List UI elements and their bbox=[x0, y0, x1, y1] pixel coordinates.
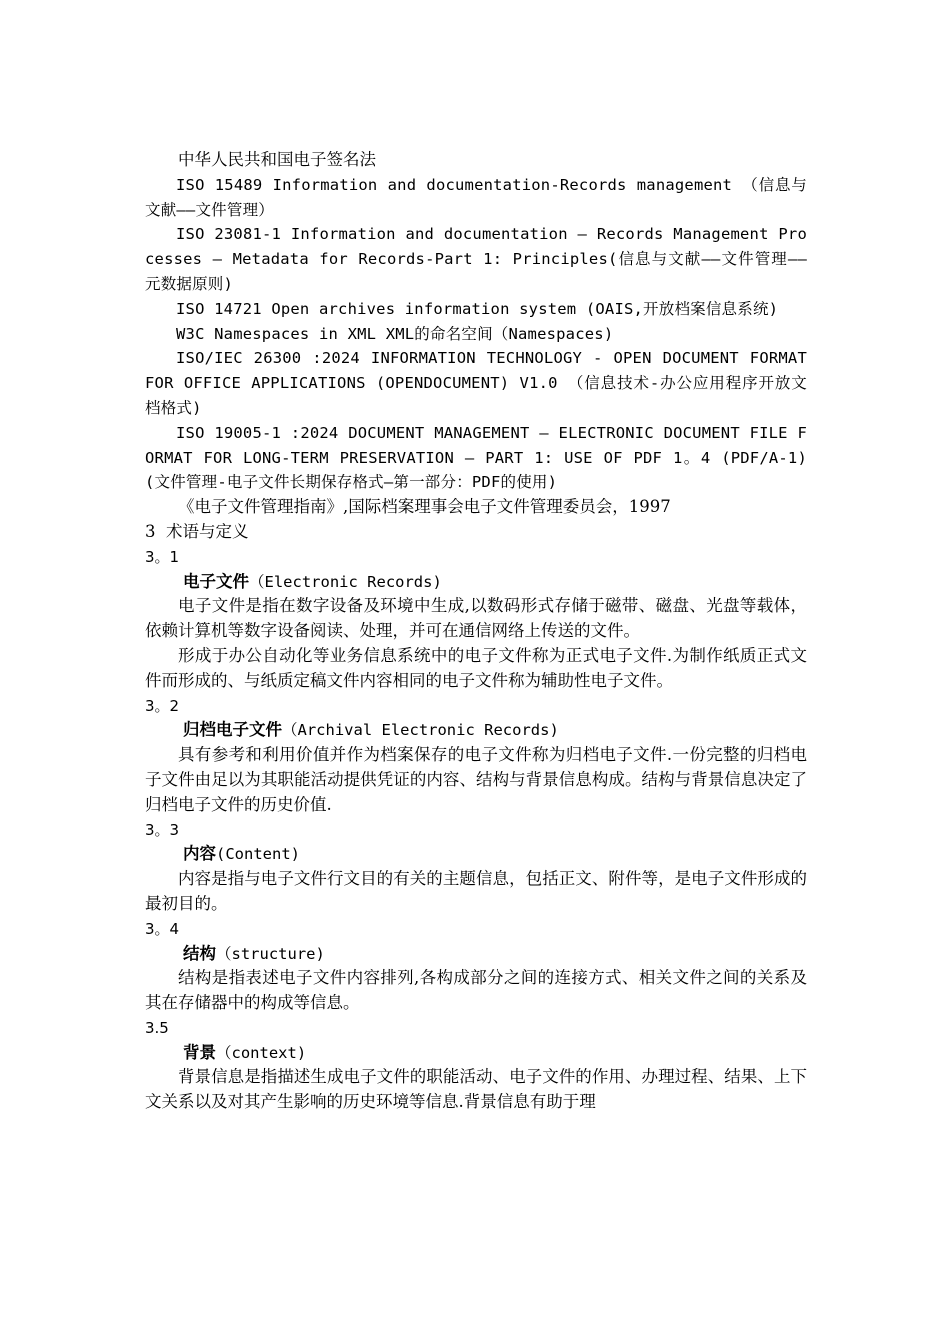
term-heading bbox=[145, 1041, 807, 1066]
term-heading bbox=[145, 842, 807, 867]
term-name: 归档电子文件 bbox=[183, 720, 282, 740]
term-name: 背景 bbox=[183, 1042, 216, 1062]
term-heading bbox=[145, 718, 807, 743]
definition-paragraph: 结构是指表述电子文件内容排列,各构成部分之间的连接方式、相关文件之间的关系及其在存储器中的构成等信息。 bbox=[145, 968, 807, 1013]
section-number: 3 bbox=[145, 521, 156, 541]
reference-item: ISO 15489 Information and documentation-Records management （信息与文献——文件管理） bbox=[145, 175, 807, 219]
section-heading bbox=[145, 520, 807, 545]
term-name: 内容 bbox=[183, 844, 216, 864]
term-english: （Electronic Records) bbox=[249, 572, 442, 591]
term-english: （Archival Electronic Records) bbox=[282, 721, 559, 740]
term-heading bbox=[145, 942, 807, 967]
clause-number: 3。4 bbox=[145, 919, 180, 938]
reference-item: 中华人民共和国电子签名法 bbox=[178, 150, 376, 169]
term-name: 结构 bbox=[183, 943, 216, 963]
definition-paragraph: 内容是指与电子文件行文目的有关的主题信息，包括正文、附件等，是电子文件形成的最初目的。 bbox=[145, 869, 807, 913]
clause-number: 3.5 bbox=[145, 1018, 169, 1037]
term-english: （context) bbox=[216, 1043, 307, 1062]
clause-number: 3。3 bbox=[145, 820, 180, 839]
term-heading bbox=[145, 570, 807, 595]
document-body bbox=[145, 148, 807, 1115]
section-title: 术语与定义 bbox=[166, 521, 249, 541]
definition-paragraph: 形成于办公自动化等业务信息系统中的电子文件称为正式电子文件.为制作纸质正式文件而形成的、与纸质定稿文件内容相同的电子文件称为辅助性电子文件。 bbox=[145, 645, 807, 690]
clause-number: 3。1 bbox=[145, 547, 180, 566]
term-english: （structure) bbox=[216, 944, 325, 963]
reference-item: ISO/IEC 26300 :2024 INFORMATION TECHNOLOGY - OPEN DOCUMENT FORMAT FOR OFFICE APPLICATIONS (OPENDOCUMENT) V1.0 （信息技术-办公应用程序开放文档格式) bbox=[145, 349, 807, 417]
reference-item: ISO 19005-1 :2024 DOCUMENT MANAGEMENT — ELECTRONIC DOCUMENT FILE FORMAT FOR LONG-TERM PRESERVATION — PART 1: USE OF PDF 1。4 (PDF/A-1)(文件管理-电子文件长期保存格式—第一部分：PDF的使用) bbox=[145, 423, 807, 492]
clause-number: 3。2 bbox=[145, 696, 180, 715]
definition-paragraph: 背景信息是指描述生成电子文件的职能活动、电子文件的作用、办理过程、结果、上下文关系以及对其产生影响的历史环境等信息.背景信息有助于理 bbox=[145, 1067, 807, 1112]
reference-item: 《电子文件管理指南》,国际档案理事会电子文件管理委员会，1997 bbox=[178, 497, 671, 517]
term-english: (Content) bbox=[216, 845, 300, 864]
reference-item: ISO 23081-1 Information and documentation – Records Management Processes – Metadata for Records-Part 1: Principles(信息与文献——文件管理——元数据原则) bbox=[145, 225, 807, 293]
definition-paragraph: 电子文件是指在数字设备及环境中生成,以数码形式存储于磁带、磁盘、光盘等载体，依赖计算机等数字设备阅读、处理，并可在通信网络上传送的文件。 bbox=[145, 596, 807, 641]
reference-item: W3C Namespaces in XML XML的命名空间（Namespaces) bbox=[176, 324, 614, 343]
reference-item: ISO 14721 Open archives information system (OAIS,开放档案信息系统) bbox=[176, 299, 779, 318]
term-name: 电子文件 bbox=[183, 571, 249, 591]
definition-paragraph: 具有参考和利用价值并作为档案保存的电子文件称为归档电子文件.一份完整的归档电子文件由足以为其职能活动提供凭证的内容、结构与背景信息构成。结构与背景信息决定了归档电子文件的历史价值. bbox=[145, 745, 807, 814]
